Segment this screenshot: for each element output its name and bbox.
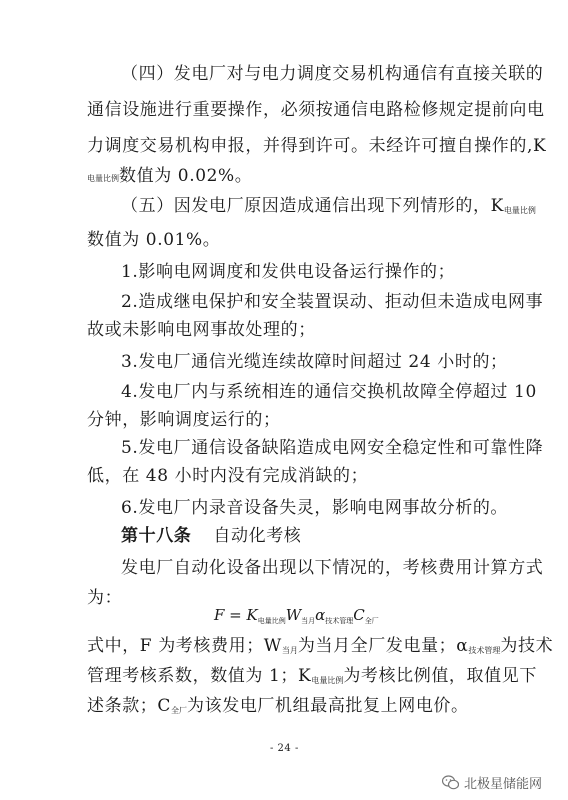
formula-c: C [353, 606, 365, 624]
list-item: 6.发电厂内录音设备失灵，影响电网事故分析的。 [121, 498, 509, 518]
list-item-continued: 低，在 48 小时内没有完成消缺的； [87, 466, 369, 486]
formula-alpha: α [315, 606, 326, 624]
paragraph-line [121, 196, 536, 221]
line-text: 管理考核系数，数值为 1；K [87, 666, 312, 686]
line-text: 为考核比例值，取值见下 [343, 666, 537, 686]
subscript: 电量比例 [503, 206, 536, 215]
page-number: - 24 - [270, 743, 299, 754]
explanation-line [87, 696, 469, 721]
paragraph-line [87, 166, 252, 189]
line-text: 述条款；C [87, 696, 172, 716]
line-text: 式中，F 为考核费用；W [87, 636, 282, 656]
formula-w: W [285, 606, 302, 624]
subscript: 当月 [281, 646, 298, 655]
subscript: 电量比例 [87, 174, 119, 183]
subscript: 电量比例 [311, 676, 344, 685]
line-text: α [456, 636, 469, 656]
paragraph-line: 通信设施进行重要操作，必须按通信电路检修规定提前向电 [87, 100, 545, 120]
paragraph-line: 为： [87, 588, 123, 608]
list-item: 5.发电厂通信设备缺陷造成电网安全稳定性和可靠性降 [121, 438, 544, 458]
list-item: 1.影响电网调度和发供电设备运行操作的； [121, 262, 456, 282]
list-item: 2.造成继电保护和安全装置误动、拒动但未造成电网事 [121, 292, 544, 312]
formula [214, 606, 379, 626]
line-text: （五）因发电厂原因造成通信出现下列情形的，K [121, 196, 504, 216]
article-title: 第十八条 [121, 526, 192, 546]
line-text: 数值为 0.02%。 [119, 166, 253, 186]
subscript: 全厂 [171, 706, 188, 715]
list-item: 3.发电厂通信光缆连续故障时间超过 24 小时的； [121, 352, 508, 372]
list-item: 4.发电厂内与系统相连的通信交换机故障全停超过 10 [121, 382, 537, 402]
list-item-continued: 分钟，影响调度运行的； [87, 410, 281, 430]
paragraph-line: 力调度交易机构申报，并得到许可。未经许可擅自操作的,K [87, 136, 547, 156]
article-heading [121, 526, 301, 546]
formula-subscript: 当月 [301, 617, 316, 625]
formula-subscript: 技术管理 [325, 617, 354, 625]
watermark-text: 北极星储能网 [463, 777, 542, 792]
line-text: 为当月全厂发电量； [297, 636, 457, 656]
line-text: 为技术 [500, 636, 554, 656]
subscript: 技术管理 [468, 646, 501, 655]
list-item-continued: 故或未影响电网事故处理的； [87, 320, 316, 340]
formula-subscript: 全厂 [364, 617, 379, 625]
watermark [442, 773, 542, 792]
paragraph-line: 发电厂自动化设备出现以下情况的，考核费用计算方式 [121, 558, 544, 578]
wechat-icon [442, 775, 459, 790]
paragraph-line: （四）发电厂对与电力调度交易机构通信有直接关联的 [121, 64, 544, 84]
explanation-line [87, 636, 553, 661]
article-name: 自动化考核 [213, 526, 302, 546]
line-text: 为该发电厂机组最高批复上网电价。 [187, 696, 469, 716]
explanation-line [87, 666, 537, 691]
paragraph-line: 数值为 0.01%。 [87, 230, 221, 250]
formula-lhs: F = K [214, 606, 258, 624]
formula-subscript: 电量比例 [257, 617, 286, 625]
